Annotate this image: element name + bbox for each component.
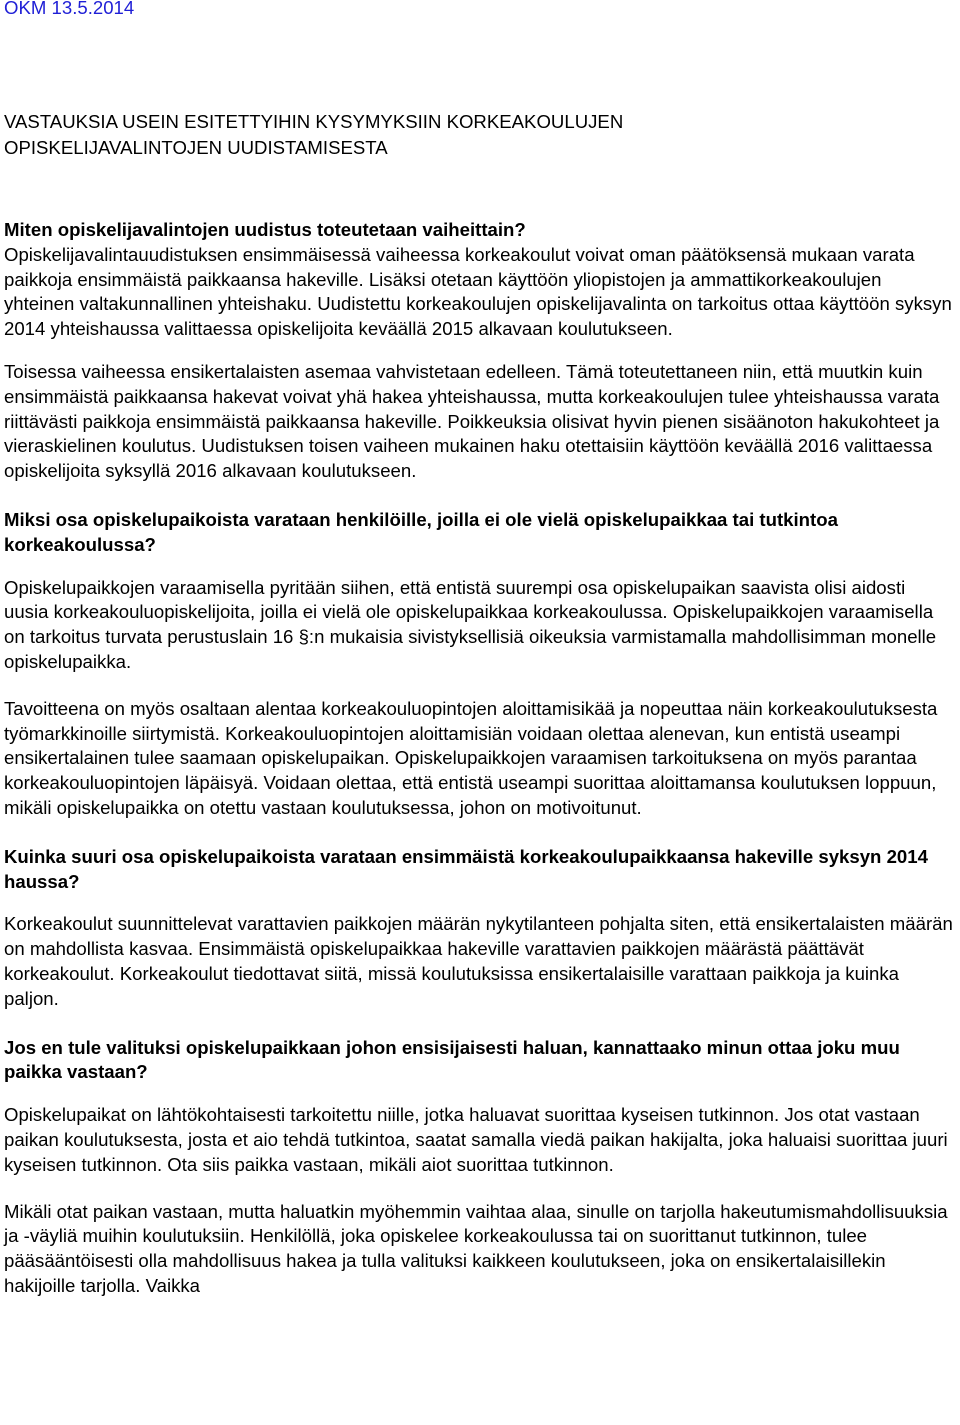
faq-answer-4-paragraph-1: Opiskelupaikat on lähtökohtaisesti tarkoitettu niille, jotka haluavat suorittaa kyseisen tutkinnon. Jos otat vastaan paikan koulutuksesta, josta et aio tehdä tutkintoa, saatat samalla viedä paikan hakijalta, joka haluaisi suorittaa juuri kyseisen tutkinnon. Ota siis paikka vastaan, mikäli aiot suorittaa tutkinnon. <box>4 1104 948 1175</box>
faq-answer-1-paragraph-2: Toisessa vaiheessa ensikertalaisten asemaa vahvistetaan edelleen. Tämä toteutettaneen niin, että muutkin kuin ensimmäistä paikkaansa hakevat voivat yhä hakea yhteishaussa, mutta korkeakoulujen tulee yhteishaussa varata riittävästi paikkoja ensimmäistä paikkaansa hakeville. Poikkeuksia olisivat hyvin pienen sisäänoton hakukohteet ja vieraskielinen koulutus. Uudistuksen toisen vaiheen mukainen haku otettaisiin käyttöön keväällä 2016 valittaessa opiskelijoita syksyllä 2016 alkavaan koulutukseen. <box>4 360 940 482</box>
faq-answer-4-paragraph-2: Mikäli otat paikan vastaan, mutta haluatkin myöhemmin vaihtaa alaa, sinulle on tarjolla hakeutumismahdollisuuksia ja -väyliä muihin koulutuksiin. Henkilöllä, joka opiskelee korkeakoulussa tai on suorittanut tutkinnon, tulee pääsääntöisesti olla mahdollisuus hakea ja tulla valituksi kaikkeen koulutukseen, joka on ensikertalaisillekin hakijoille tarjolla. Vaikka <box>4 1200 948 1296</box>
document-title-line-2: OPISKELIJAVALINTOJEN UUDISTAMISESTA <box>4 136 388 158</box>
document-date: OKM 13.5.2014 <box>4 0 135 18</box>
faq-question-1: Miten opiskelijavalintojen uudistus toteutetaan vaiheittain? <box>4 219 526 240</box>
document-title <box>4 109 954 160</box>
faq-content <box>4 218 954 1299</box>
faq-question-2: Miksi osa opiskelupaikoista varataan henkilöille, joilla ei ole vielä opiskelupaikkaa tai tutkintoa korkeakoulussa? <box>4 508 838 555</box>
faq-answer-1-paragraph-1: Opiskelijavalintauudistuksen ensimmäisessä vaiheessa korkeakoulut voivat oman päätöksensä mukaan varata paikkoja ensimmäistä paikkaansa hakeville. Lisäksi otetaan käyttöön yliopistojen ja ammattikorkeakoulujen yhteinen valtakunnallinen yhteishaku. Uudistettu korkeakoulujen opiskelijavalinta on tarkoitus ottaa käyttöön syksyn 2014 yhteishaussa valittaessa opiskelijoita keväällä 2015 alkavaan koulutukseen. <box>4 243 952 340</box>
faq-question-3: Kuinka suuri osa opiskelupaikoista varataan ensimmäistä korkeakoulupaikkaansa hakeville syksyn 2014 haussa? <box>4 845 928 892</box>
faq-question-4: Jos en tule valituksi opiskelupaikkaan johon ensisijaisesti haluan, kannattaako minun ottaa joku muu paikka vastaan? <box>4 1036 900 1083</box>
document-title-line-1: VASTAUKSIA USEIN ESITETTYIHIN KYSYMYKSIIN KORKEAKOULUJEN <box>4 111 624 132</box>
faq-answer-3-paragraph-1: Korkeakoulut suunnittelevat varattavien paikkojen määrän nykytilanteen pohjalta siten, että ensikertalaisten määrän on mahdollista kasvaa. Ensimmäistä opiskelupaikkaa hakeville varattavien paikkojen määrästä päättävät korkeakoulut. Korkeakoulut tiedottavat siitä, missä koulutuksissa ensikertalaisille varattaan paikkoja ja kuinka paljon. <box>4 913 953 1009</box>
faq-answer-2-paragraph-1: Opiskelupaikkojen varaamisella pyritään siihen, että entistä suurempi osa opiskelupaikan saavista olisi aidosti uusia korkeakouluopiskelijoita, joilla ei vielä ole opiskelupaikkaa korkeakoulussa. Opiskelupaikkojen varaamisella on tarkoitus turvata perustuslain 16 §:n mukaisia sivistyksellisiä oikeuksia varmistamalla mahdollisimman monelle opiskelupaikka. <box>4 576 937 672</box>
faq-answer-2-paragraph-2: Tavoitteena on myös osaltaan alentaa korkeakouluopintojen aloittamisikää ja nopeuttaa näin korkeakoulutuksesta työmarkkinoille siirtymistä. Korkeakouluopintojen aloittamisiän voidaan olettaa alenevan, kun entistä useampi ensikertalainen tulee saamaan opiskelupaikan. Opiskelupaikkojen varaamisen tarkoituksena on myös parantaa korkeakouluopintojen läpäisyä. Voidaan olettaa, että entistä useampi suorittaa aloittamansa koulutuksen loppuun, mikäli opiskelupaikka on otettu vastaan koulutuksessa, johon on motivoitunut. <box>4 697 938 818</box>
